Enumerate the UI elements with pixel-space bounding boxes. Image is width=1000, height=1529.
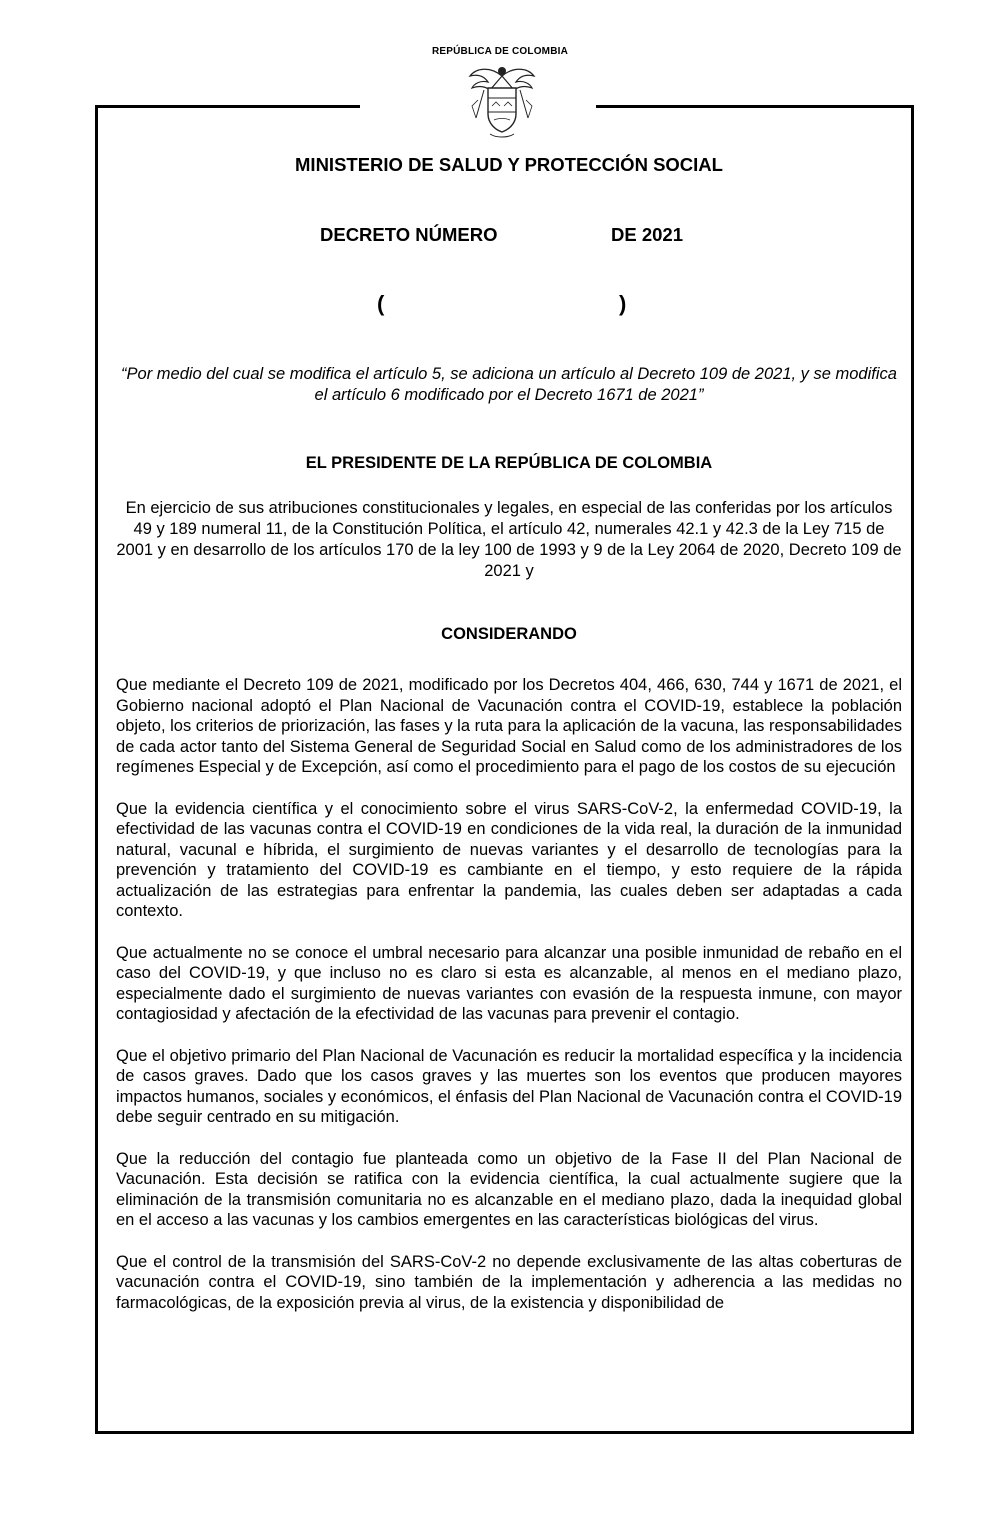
considerando-body (116, 675, 902, 1334)
considerando-paragraph: Que la evidencia científica y el conocimiento sobre el virus SARS-CoV-2, la enfermedad COVID-19, la efectividad de las vacunas contra el COVID-19 en condiciones de la vida real, la duración de la inmunidad natural, vacunal e híbrida, el surgimiento de nuevas variantes y el desarrollo de tecnologías para la prevención y tratamiento del COVID-19 es cambiante en el tiempo, y esto requiere de la rápida actualización de las estrategias para enfrentar la pandemia, las cuales deben ser adaptadas a cada contexto. (116, 799, 902, 920)
republic-label: REPÚBLICA DE COLOMBIA (431, 46, 569, 57)
considerando-paragraph: Que la reducción del contagio fue planteada como un objetivo de la Fase II del Plan Nacional de Vacunación. Esta decisión se ratifica con la evidencia científica, la cual actualmente sugiere que la eliminación de la transmisión comunitaria no es alcanzable en el mediano plazo, dada la inequidad global en el acceso a las vacunas y los cambios emergentes en las características biológicas del virus. (116, 1149, 902, 1229)
decree-date-open-paren: ( (377, 291, 385, 316)
ministry-title: MINISTERIO DE SALUD Y PROTECCIÓN SOCIAL (295, 154, 723, 175)
decree-subtitle: “Por medio del cual se modifica el artículo 5, se adiciona un artículo al Decreto 109 de 2021, y se modifica el artículo 6 modificado por el Decreto 1671 de 2021” (121, 365, 897, 404)
powers-paragraph: En ejercicio de sus atribuciones constitucionales y legales, en especial de las conferidas por los artículos 49 y 189 numeral 11, de la Constitución Política, el artículo 42, numerales 42.1 y 42.3 de la Ley 715 de 2001 y en desarrollo de los artículos 170 de la ley 100 de 1993 y 9 de la Ley 2064 de 2020, Decreto 109 de 2021 y (116, 499, 902, 580)
considerando-paragraph: Que el control de la transmisión del SARS-CoV-2 no depende exclusivamente de las altas coberturas de vacunación contra el COVID-19, sino también de la implementación y adherencia a las medidas no farmacológicas, de la exposición previa al virus, de la existencia y disponibilidad de (116, 1252, 902, 1312)
decree-year-label: DE 2021 (611, 224, 683, 245)
considerando-paragraph: Que mediante el Decreto 109 de 2021, modificado por los Decretos 404, 466, 630, 744 y 1671 de 2021, el Gobierno nacional adoptó el Plan Nacional de Vacunación contra el COVID-19, establece la población objeto, los criterios de priorización, las fases y la ruta para la aplicación de la vacuna, las responsabilidades de cada actor tanto del Sistema General de Seguridad Social en Salud como de los administradores de los regímenes Especial y de Excepción, así como el procedimiento para el pago de los costos de su ejecución (116, 676, 903, 776)
frame-bottom-edge (95, 1431, 914, 1434)
considerando-heading: CONSIDERANDO (441, 625, 577, 643)
frame-top-left (95, 105, 360, 108)
decree-number-label: DECRETO NÚMERO (320, 224, 498, 245)
frame-right-edge (911, 105, 914, 1434)
decree-date-close-paren: ) (619, 291, 627, 316)
considerando-paragraph: Que actualmente no se conoce el umbral necesario para alcanzar una posible inmunidad de rebaño en el caso del COVID-19, y que incluso no es claro si esta es alcanzable, al menos en el mediano plazo, especialmente dado el surgimiento de nuevas variantes con evasión de la respuesta inmune, con mayor contagiosidad y afectación de la efectividad de las vacunas para prevenir el contagio. (116, 943, 902, 1023)
colombia-coat-of-arms-icon (466, 60, 538, 140)
frame-left-edge (95, 105, 98, 1434)
considerando-paragraph: Que el objetivo primario del Plan Nacional de Vacunación es reducir la mortalidad específica y la incidencia de casos graves. Dado que los casos graves y las muertes son los eventos que producen mayores impactos humanos, sociales y económicos, el énfasis del Plan Nacional de Vacunación contra el COVID-19 debe seguir centrado en su mitigación. (116, 1046, 902, 1126)
frame-top-right (596, 105, 914, 108)
president-heading: EL PRESIDENTE DE LA REPÚBLICA DE COLOMBIA (305, 454, 713, 472)
